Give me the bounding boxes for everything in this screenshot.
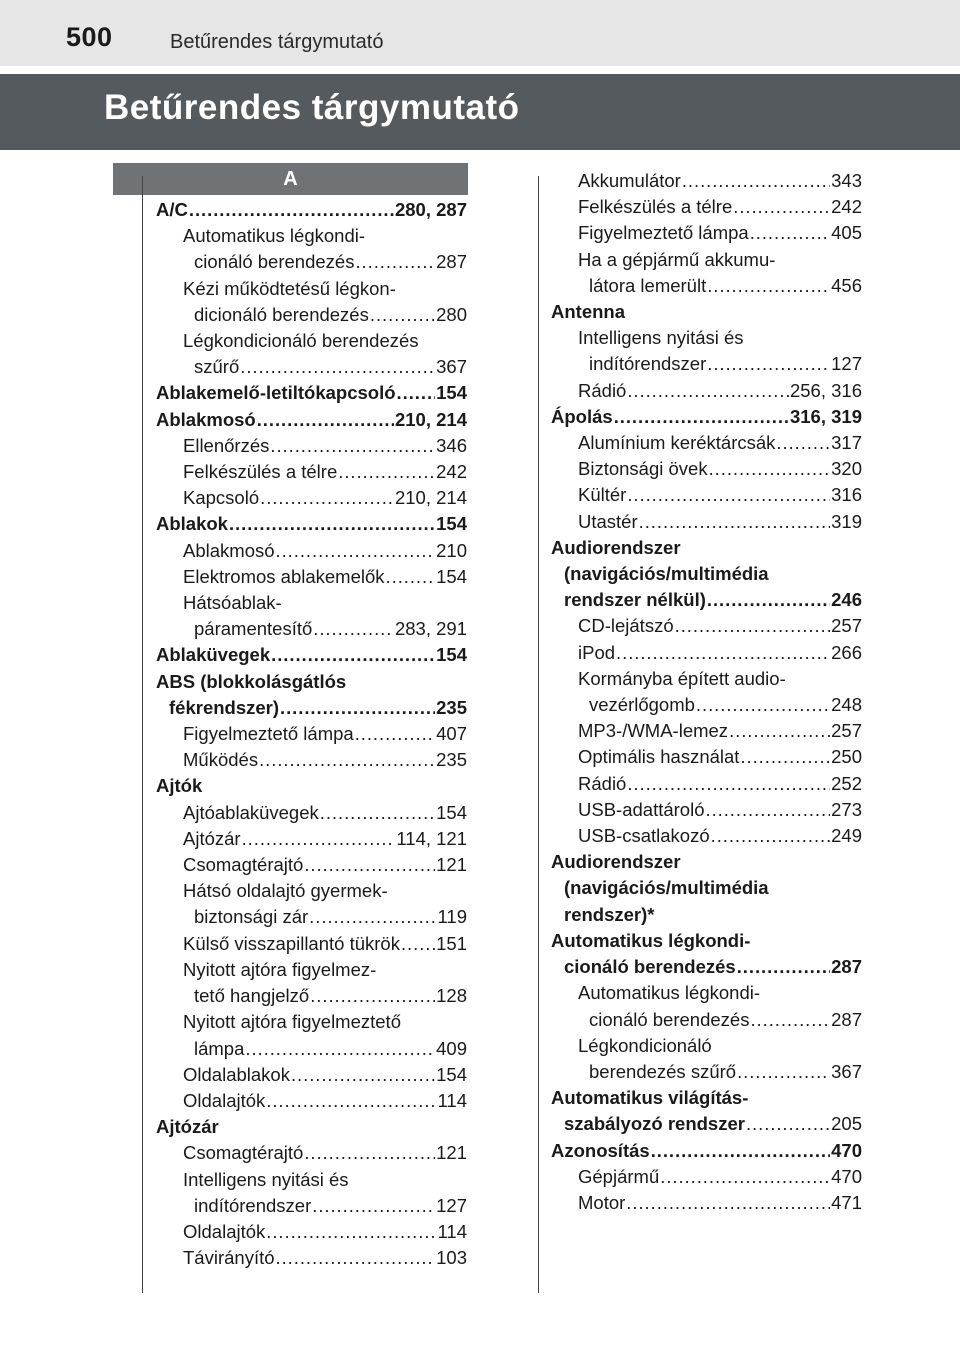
index-entry [551, 561, 862, 587]
index-entry [156, 878, 467, 904]
index-entry [551, 954, 862, 980]
index-entry [156, 1219, 467, 1245]
page-reference: 210, 214 [394, 408, 467, 430]
index-entry [551, 194, 862, 220]
index-term: Intelligens nyitási és [578, 327, 744, 349]
dot-leader [733, 194, 830, 220]
index-term: Azonosítás [551, 1139, 650, 1161]
index-term: (navigációs/multimédia [564, 563, 769, 585]
dot-leader [355, 721, 435, 747]
index-term: rendszer nélkül) [564, 589, 706, 611]
index-term: Felkészülés a télre [183, 461, 338, 483]
index-entry [551, 849, 862, 875]
page-reference: 320 [831, 458, 862, 480]
index-entry [551, 587, 862, 613]
index-entry [156, 1245, 467, 1271]
index-term: cionáló berendezés [564, 956, 736, 978]
dot-leader [750, 1007, 830, 1033]
dot-leader [660, 1164, 830, 1190]
index-term: Motor [578, 1191, 626, 1213]
index-term: Rádió [578, 772, 627, 794]
page-reference: 151 [436, 932, 467, 954]
dot-leader [707, 351, 830, 377]
index-entry [156, 564, 467, 590]
index-entry [551, 666, 862, 692]
index-entry [551, 1059, 862, 1085]
page-reference: 283, 291 [394, 618, 467, 640]
running-title: Betűrendes tárgymutató [170, 31, 384, 53]
page-reference: 316, 319 [789, 405, 862, 427]
page-number: 500 [66, 22, 113, 52]
index-entry [156, 852, 467, 878]
index-term: Antenna [551, 301, 625, 323]
dot-leader [401, 931, 435, 957]
page-reference: 248 [831, 694, 862, 716]
page-reference: 405 [831, 222, 862, 244]
index-entry [156, 485, 467, 511]
index-entry [156, 354, 467, 380]
index-term: Elektromos ablakemelők [183, 565, 385, 587]
index-entry [156, 747, 467, 773]
page-reference: 319 [831, 510, 862, 532]
index-term: Oldalajtók [183, 1220, 266, 1242]
dot-leader [291, 1062, 435, 1088]
index-entry [551, 220, 862, 246]
dot-leader [320, 800, 435, 826]
index-term: dicionáló berendezés [194, 303, 369, 325]
dot-leader [651, 1138, 830, 1164]
index-term: Csomagtérajtó [183, 1142, 304, 1164]
index-entry [156, 669, 467, 695]
index-column-right [551, 168, 862, 1216]
index-entry [551, 1033, 862, 1059]
page-reference: 470 [831, 1165, 862, 1187]
index-entry [551, 247, 862, 273]
index-term: Akkumulátor [578, 170, 681, 191]
dot-leader [304, 1140, 435, 1166]
index-term: indítórendszer [589, 353, 707, 375]
index-entry [551, 273, 862, 299]
index-entry [156, 407, 467, 433]
index-term: indítórendszer [194, 1194, 312, 1216]
dot-leader [740, 744, 830, 770]
index-term: A/C [156, 199, 188, 220]
index-entry [156, 1167, 467, 1193]
dot-leader [709, 456, 831, 482]
dot-leader [338, 459, 435, 485]
page-reference: 456 [831, 274, 862, 296]
dot-leader [707, 273, 830, 299]
page-reference: 154 [436, 513, 467, 535]
index-term: biztonsági zár [194, 906, 309, 928]
index-entry [156, 773, 467, 799]
index-entry [156, 223, 467, 249]
dot-leader [707, 587, 830, 613]
dot-leader [614, 404, 789, 430]
dot-leader [696, 692, 830, 718]
page-reference: 250 [831, 746, 862, 768]
page-reference: 409 [436, 1037, 467, 1059]
dot-leader [682, 168, 830, 194]
index-entry [156, 1114, 467, 1140]
page-reference: 367 [436, 356, 467, 378]
index-term: Ajtók [156, 775, 203, 797]
index-term: berendezés szűrő [589, 1060, 737, 1082]
index-term: Ha a gépjármű akkumu- [578, 248, 776, 270]
index-entry [156, 433, 467, 459]
dot-leader [260, 485, 394, 511]
page-reference: 205 [831, 1113, 862, 1135]
dot-leader [276, 1245, 436, 1271]
index-term: Automatikus légkondi- [183, 225, 366, 247]
index-entry [156, 931, 467, 957]
index-term: Ajtózár [156, 1116, 219, 1138]
index-term: Oldalablakok [183, 1063, 290, 1085]
page-reference: 119 [437, 906, 467, 928]
page-reference: 103 [436, 1247, 467, 1269]
index-entry [156, 642, 467, 668]
index-entry [551, 692, 862, 718]
index-entry [551, 1085, 862, 1111]
page-reference: 114, 121 [396, 827, 467, 849]
index-term: cionáló berendezés [589, 1008, 750, 1030]
index-entry [156, 197, 467, 223]
index-term: szabályozó rendszer [564, 1113, 745, 1135]
index-term: Ablaküvegek [156, 644, 271, 666]
index-entry [156, 1140, 467, 1166]
index-entry [156, 1193, 467, 1219]
index-term: (navigációs/multimédia [564, 877, 769, 899]
dot-leader [627, 378, 789, 404]
page-reference: 471 [831, 1191, 862, 1213]
index-term: Biztonsági övek [578, 458, 708, 480]
index-term: Ajtózár [183, 827, 241, 849]
index-entry [551, 771, 862, 797]
index-entry [551, 718, 862, 744]
index-entry [551, 1111, 862, 1137]
dot-leader [675, 613, 831, 639]
index-term: Külső visszapillantó tükrök [183, 932, 400, 954]
index-entry [551, 1138, 862, 1164]
index-term: látora lemerült [589, 274, 707, 296]
index-term: lámpa [194, 1037, 245, 1059]
index-term: Hátsó oldalajtó gyermek- [183, 880, 388, 902]
index-entry [156, 616, 467, 642]
page-reference: 346 [436, 434, 467, 456]
index-term: Kültér [578, 484, 627, 506]
index-term: ABS (blokkolásgátlós [156, 670, 347, 692]
index-term: Csomagtérajtó [183, 854, 304, 876]
page-reference: 266 [831, 641, 862, 663]
dot-leader [257, 407, 394, 433]
dot-leader [270, 433, 435, 459]
page-reference: 128 [436, 985, 467, 1007]
index-term: fékrendszer) [169, 696, 280, 718]
page-reference: 154 [436, 644, 467, 666]
index-term: Kormányba épített audio- [578, 667, 786, 689]
index-entry [551, 168, 862, 194]
page-reference: 235 [436, 749, 467, 771]
index-entry [551, 535, 862, 561]
index-entry [156, 1036, 467, 1062]
dot-leader [259, 747, 435, 773]
index-entry [156, 249, 467, 275]
index-entry [551, 902, 862, 928]
index-term: cionáló berendezés [194, 251, 355, 273]
page-reference: 246 [831, 589, 862, 611]
index-term: tető hangjelző [194, 985, 310, 1007]
index-term: Kapcsoló [183, 487, 260, 509]
index-entry [156, 1062, 467, 1088]
dot-leader [280, 695, 435, 721]
index-column-left [156, 197, 467, 1271]
index-entry [156, 904, 467, 930]
index-entry [551, 613, 862, 639]
index-entry [551, 744, 862, 770]
dot-leader [304, 852, 435, 878]
index-entry [551, 456, 862, 482]
index-term: Ajtóablaküvegek [183, 801, 319, 823]
index-entry [156, 538, 467, 564]
index-term: Optimális használat [578, 746, 740, 768]
index-term: Audiorendszer [551, 851, 681, 873]
index-term: Ablakok [156, 513, 228, 535]
dot-leader [711, 823, 831, 849]
page-reference: 210, 214 [394, 487, 467, 509]
index-term: Audiorendszer [551, 536, 681, 558]
dot-leader [313, 616, 394, 642]
page-reference: 470 [831, 1139, 862, 1161]
dot-leader [616, 640, 830, 666]
index-term: Oldalajtók [183, 1089, 266, 1111]
index-entry [156, 590, 467, 616]
dot-leader [309, 904, 436, 930]
page-reference: 280 [436, 303, 467, 325]
index-entry [156, 1088, 467, 1114]
index-entry [156, 328, 467, 354]
index-term: Figyelmeztető lámpa [578, 222, 749, 244]
index-term: Távirányító [183, 1247, 275, 1269]
index-entry [156, 459, 467, 485]
page-reference: 257 [831, 720, 862, 742]
page-reference: 242 [831, 196, 862, 218]
index-term: Intelligens nyitási és [183, 1168, 349, 1190]
index-entry [551, 351, 862, 377]
dot-leader [370, 302, 435, 328]
index-term: CD-lejátszó [578, 615, 674, 637]
page-title: Betűrendes tárgymutató [104, 88, 520, 127]
dot-leader [746, 1111, 830, 1137]
index-entry [551, 509, 862, 535]
index-entry [551, 875, 862, 901]
index-term: Nyitott ajtóra figyelmez- [183, 958, 377, 980]
page-reference: 121 [436, 1142, 467, 1164]
index-entry [551, 325, 862, 351]
dot-leader [229, 511, 435, 537]
dot-leader [245, 1036, 435, 1062]
index-entry [156, 957, 467, 983]
page-reference: 256, 316 [789, 379, 862, 401]
index-entry [551, 823, 862, 849]
dot-leader [355, 249, 435, 275]
page-reference: 154 [436, 801, 467, 823]
index-entry [551, 1164, 862, 1190]
index-entry [551, 797, 862, 823]
index-entry [156, 800, 467, 826]
page-reference: 121 [436, 854, 467, 876]
dot-leader [242, 826, 396, 852]
index-entry [551, 299, 862, 325]
index-term: páramentesítő [194, 618, 313, 640]
page-reference: 127 [831, 353, 862, 375]
index-term: Gépjármű [578, 1165, 660, 1187]
index-term: Hátsóablak- [183, 592, 282, 614]
index-term: vezérlőgomb [589, 694, 695, 716]
index-term: Ablakmosó [183, 539, 275, 561]
dot-leader [729, 718, 830, 744]
page-reference: 154 [436, 565, 467, 587]
dot-leader [627, 771, 830, 797]
index-entry [156, 276, 467, 302]
section-letter-heading: A [113, 163, 468, 195]
page-reference: 343 [831, 170, 862, 191]
index-entry [551, 482, 862, 508]
dot-leader [310, 983, 435, 1009]
index-entry [551, 378, 862, 404]
page-reference: 210 [436, 539, 467, 561]
index-entry [551, 980, 862, 1006]
index-term: Ablakemelő-letiltókapcsoló [156, 382, 396, 404]
page-reference: 317 [831, 432, 862, 454]
page-reference: 280, 287 [394, 199, 467, 220]
dot-leader [386, 564, 436, 590]
index-entry [551, 430, 862, 456]
page-reference: 242 [436, 461, 467, 483]
page-reference: 235 [436, 696, 467, 718]
dot-leader [312, 1193, 435, 1219]
dot-leader [776, 430, 830, 456]
dot-leader [705, 797, 830, 823]
page-reference: 154 [436, 382, 467, 404]
index-entry [156, 826, 467, 852]
index-term: Automatikus légkondi- [578, 982, 761, 1004]
index-entry [156, 511, 467, 537]
index-term: Légkondicionáló [578, 1034, 712, 1056]
index-term: USB-adattároló [578, 798, 705, 820]
dot-leader [627, 482, 830, 508]
dot-leader [626, 1190, 830, 1216]
index-term: Ellenőrzés [183, 434, 270, 456]
index-term: Ablakmosó [156, 408, 256, 430]
index-term: szűrő [194, 356, 240, 378]
index-term: rendszer)* [564, 903, 655, 925]
page-reference: 273 [831, 798, 862, 820]
dot-leader [639, 509, 830, 535]
index-term: Kézi működtetésű légkon- [183, 277, 396, 299]
index-term: Alumínium keréktárcsák [578, 432, 776, 454]
index-entry [551, 1190, 862, 1216]
page-reference: 249 [831, 825, 862, 847]
dot-leader [266, 1219, 436, 1245]
index-term: Légkondicionáló berendezés [183, 330, 419, 352]
index-entry [156, 983, 467, 1009]
index-term: Működés [183, 749, 259, 771]
index-entry [156, 695, 467, 721]
index-entry [551, 640, 862, 666]
dot-leader [737, 954, 830, 980]
page-reference: 316 [831, 484, 862, 506]
dot-leader [240, 354, 435, 380]
center-column-rule [538, 176, 539, 1293]
index-entry [156, 1009, 467, 1035]
page-reference: 367 [831, 1060, 862, 1082]
index-term: Automatikus világítás- [551, 1087, 749, 1109]
index-term: Ápolás [551, 405, 613, 427]
dot-leader [276, 538, 436, 564]
index-entry [156, 721, 467, 747]
page-reference: 114 [437, 1220, 467, 1242]
dot-leader [750, 220, 830, 246]
header-band [0, 0, 960, 66]
index-term: USB-csatlakozó [578, 825, 710, 847]
page-reference: 287 [436, 251, 467, 273]
page-reference: 114 [437, 1089, 467, 1111]
dot-leader [397, 380, 436, 406]
dot-leader [189, 197, 394, 223]
page-reference: 407 [436, 723, 467, 745]
index-term: MP3-/WMA-lemez [578, 720, 729, 742]
index-term: Automatikus légkondi- [551, 929, 751, 951]
left-column-rule [142, 176, 143, 1293]
index-entry [156, 302, 467, 328]
page-reference: 287 [831, 956, 862, 978]
index-term: iPod [578, 641, 616, 663]
dot-leader [737, 1059, 830, 1085]
page-reference: 154 [436, 1063, 467, 1085]
index-entry [551, 404, 862, 430]
dot-leader [266, 1088, 436, 1114]
index-term: Figyelmeztető lámpa [183, 723, 354, 745]
index-term: Nyitott ajtóra figyelmeztető [183, 1011, 401, 1033]
index-term: Rádió [578, 379, 627, 401]
index-entry [551, 1007, 862, 1033]
index-entry [156, 380, 467, 406]
index-term: Felkészülés a télre [578, 196, 733, 218]
index-term: Utastér [578, 510, 638, 532]
dot-leader [271, 642, 435, 668]
page-reference: 287 [831, 1008, 862, 1030]
page-reference: 257 [831, 615, 862, 637]
index-entry [551, 928, 862, 954]
page-reference: 127 [436, 1194, 467, 1216]
page-reference: 252 [831, 772, 862, 794]
